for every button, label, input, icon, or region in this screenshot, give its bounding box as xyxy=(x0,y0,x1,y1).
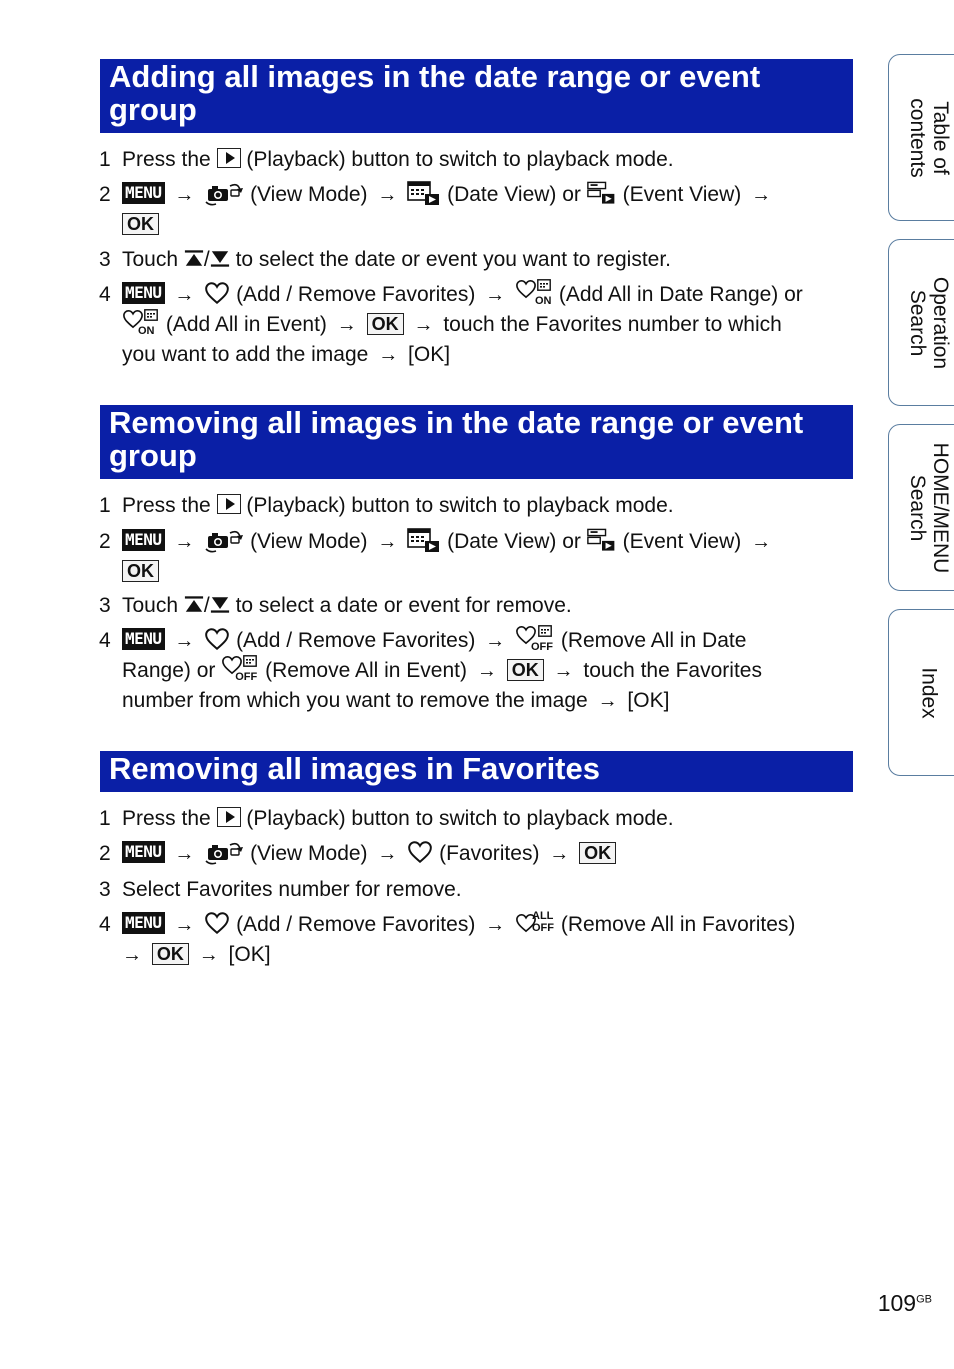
menu-button-icon: MENU xyxy=(122,282,165,304)
step-number: 2 xyxy=(99,183,111,206)
step-number: 2 xyxy=(99,530,111,553)
section-heading-remove-all xyxy=(100,405,853,479)
arrow-icon: → xyxy=(377,184,398,206)
view-mode-icon xyxy=(204,527,244,553)
scroll-up-icon xyxy=(184,249,204,268)
step-item xyxy=(99,527,859,587)
step-text: (Playback) button to switch to playback mode. xyxy=(246,148,674,171)
arrow-icon: → xyxy=(485,630,506,652)
tab-label: contents xyxy=(906,97,929,178)
step-text: Select Favorites number for remove. xyxy=(122,878,462,901)
ok-button-icon: OK xyxy=(507,659,544,681)
step-text: [OK] xyxy=(228,943,271,966)
arrow-icon: → xyxy=(751,531,772,553)
fav-off-text: OFF xyxy=(532,922,554,935)
step-text: (Remove All in Event) xyxy=(265,659,467,682)
step-text: (Date View) or xyxy=(447,530,581,553)
date-view-icon xyxy=(407,527,441,553)
step-text: [OK] xyxy=(408,343,451,366)
view-mode-icon xyxy=(204,180,244,206)
step-item xyxy=(99,180,859,240)
arrow-icon: → xyxy=(122,944,142,966)
menu-button-icon: MENU xyxy=(122,841,165,863)
fav-off-text: OFF xyxy=(531,641,553,654)
scroll-down-icon xyxy=(210,595,230,614)
step-text: (Event View) xyxy=(622,183,742,206)
arrow-icon: → xyxy=(174,914,195,936)
remove-all-event-icon xyxy=(221,655,259,683)
step-number: 3 xyxy=(99,878,111,901)
step-text: (Add / Remove Favorites) xyxy=(236,629,476,652)
step-number: 4 xyxy=(99,913,111,936)
ok-button-icon: OK xyxy=(122,560,159,582)
section-heading-add-all xyxy=(100,59,853,133)
date-view-icon xyxy=(407,180,441,206)
arrow-icon: → xyxy=(174,843,195,865)
heart-icon xyxy=(204,627,230,651)
playback-icon xyxy=(217,807,241,827)
step-item xyxy=(99,910,859,970)
step-number: 4 xyxy=(99,629,111,652)
step-item xyxy=(99,626,859,716)
tab-table-of-contents[interactable] xyxy=(888,54,954,221)
step-number: 3 xyxy=(99,248,111,271)
step-text: you want to add the image xyxy=(122,343,369,366)
arrow-icon: → xyxy=(413,314,434,336)
heart-icon xyxy=(204,281,230,305)
arrow-icon: → xyxy=(198,944,219,966)
step-item xyxy=(99,804,859,834)
tab-label: HOME/MENU xyxy=(929,442,952,573)
step-item xyxy=(99,591,859,621)
view-mode-icon xyxy=(204,839,244,865)
step-text: number from which you want to remove the image xyxy=(122,689,588,712)
tab-label: Table of xyxy=(929,100,952,175)
heart-icon xyxy=(204,911,230,935)
section-heading-remove-favorites xyxy=(100,751,853,792)
step-text: Range) or xyxy=(122,659,216,682)
arrow-icon: → xyxy=(485,284,506,306)
slash: / xyxy=(203,594,210,617)
menu-button-icon: MENU xyxy=(122,182,165,204)
step-text: (Playback) button to switch to playback mode. xyxy=(246,494,674,517)
section-title: Adding all images in the date range or event group xyxy=(109,59,761,127)
step-text: (Add / Remove Favorites) xyxy=(236,913,476,936)
step-text: Press the xyxy=(122,807,211,830)
arrow-icon: → xyxy=(377,843,398,865)
arrow-icon: → xyxy=(549,843,570,865)
step-text: (Add / Remove Favorites) xyxy=(236,283,476,306)
arrow-icon: → xyxy=(485,914,506,936)
tab-home-menu-search[interactable] xyxy=(888,424,954,591)
step-text: to select the date or event you want to register. xyxy=(235,248,671,271)
menu-button-icon: MENU xyxy=(122,529,165,551)
page-number-suffix: GB xyxy=(916,1293,932,1306)
step-text: (Playback) button to switch to playback mode. xyxy=(246,807,674,830)
fav-off-text: OFF xyxy=(235,671,258,684)
playback-icon xyxy=(217,494,241,514)
arrow-icon: → xyxy=(378,344,399,366)
arrow-icon: → xyxy=(174,184,195,206)
page-number-value: 109 xyxy=(877,1290,917,1316)
step-item xyxy=(99,839,859,869)
step-text: (Add All in Event) xyxy=(165,313,327,336)
step-item xyxy=(99,145,859,175)
tab-label: Search xyxy=(906,289,929,356)
ok-button-icon: OK xyxy=(579,842,616,864)
add-all-date-icon xyxy=(515,279,553,307)
section-title: Removing all images in Favorites xyxy=(109,751,600,786)
step-number: 2 xyxy=(99,842,111,865)
tab-operation-search[interactable] xyxy=(888,239,954,406)
page-number xyxy=(878,1290,932,1317)
arrow-icon: → xyxy=(336,314,357,336)
step-number: 1 xyxy=(99,807,111,830)
step-item xyxy=(99,875,859,905)
arrow-icon: → xyxy=(553,660,574,682)
slash: / xyxy=(203,248,210,271)
step-text: (View Mode) xyxy=(250,183,368,206)
step-number: 3 xyxy=(99,594,111,617)
fav-all-text: ALL xyxy=(532,910,554,923)
step-text: (Favorites) xyxy=(439,842,540,865)
step-text: to select a date or event for remove. xyxy=(235,594,572,617)
event-view-icon xyxy=(587,527,617,553)
step-text: (Remove All in Favorites) xyxy=(560,913,796,936)
step-text: Press the xyxy=(122,148,211,171)
arrow-icon: → xyxy=(377,531,398,553)
step-text: (View Mode) xyxy=(250,842,368,865)
menu-button-icon: MENU xyxy=(122,628,165,650)
scroll-down-icon xyxy=(210,249,230,268)
step-number: 1 xyxy=(99,494,111,517)
step-text: Press the xyxy=(122,494,211,517)
step-text: Touch xyxy=(122,594,179,617)
tab-index[interactable] xyxy=(888,609,954,776)
step-text: (Add All in Date Range) or xyxy=(558,283,803,306)
heart-icon xyxy=(407,840,433,864)
step-text: touch the Favorites xyxy=(583,659,762,682)
step-text: touch the Favorites number to which xyxy=(443,313,782,336)
tab-label: Operation xyxy=(929,276,952,369)
scroll-up-icon xyxy=(184,595,204,614)
step-text: Touch xyxy=(122,248,179,271)
arrow-icon: → xyxy=(174,630,195,652)
fav-on-text: ON xyxy=(138,325,155,338)
step-item xyxy=(99,491,859,521)
remove-all-date-icon xyxy=(515,625,555,653)
fav-on-text: ON xyxy=(535,295,552,308)
step-number: 4 xyxy=(99,283,111,306)
step-text: (View Mode) xyxy=(250,530,368,553)
remove-all-favorites-icon xyxy=(515,909,555,937)
step-text: (Remove All in Date xyxy=(560,629,747,652)
step-text: (Date View) or xyxy=(447,183,581,206)
playback-icon xyxy=(217,148,241,168)
step-text: (Event View) xyxy=(622,530,742,553)
add-all-event-icon xyxy=(122,309,160,337)
menu-button-icon: MENU xyxy=(122,912,165,934)
arrow-icon: → xyxy=(751,184,772,206)
step-text: [OK] xyxy=(627,689,670,712)
arrow-icon: → xyxy=(174,284,195,306)
tab-label: Index xyxy=(917,666,941,719)
step-item xyxy=(99,245,859,275)
ok-button-icon: OK xyxy=(367,313,404,335)
arrow-icon: → xyxy=(174,531,195,553)
step-number: 1 xyxy=(99,148,111,171)
step-item xyxy=(99,280,859,370)
tab-label: Search xyxy=(906,474,929,541)
event-view-icon xyxy=(587,180,617,206)
section-title: Removing all images in the date range or event group xyxy=(109,405,804,473)
ok-button-icon: OK xyxy=(152,943,189,965)
ok-button-icon: OK xyxy=(122,213,159,235)
arrow-icon: → xyxy=(597,690,618,712)
arrow-icon: → xyxy=(476,660,497,682)
